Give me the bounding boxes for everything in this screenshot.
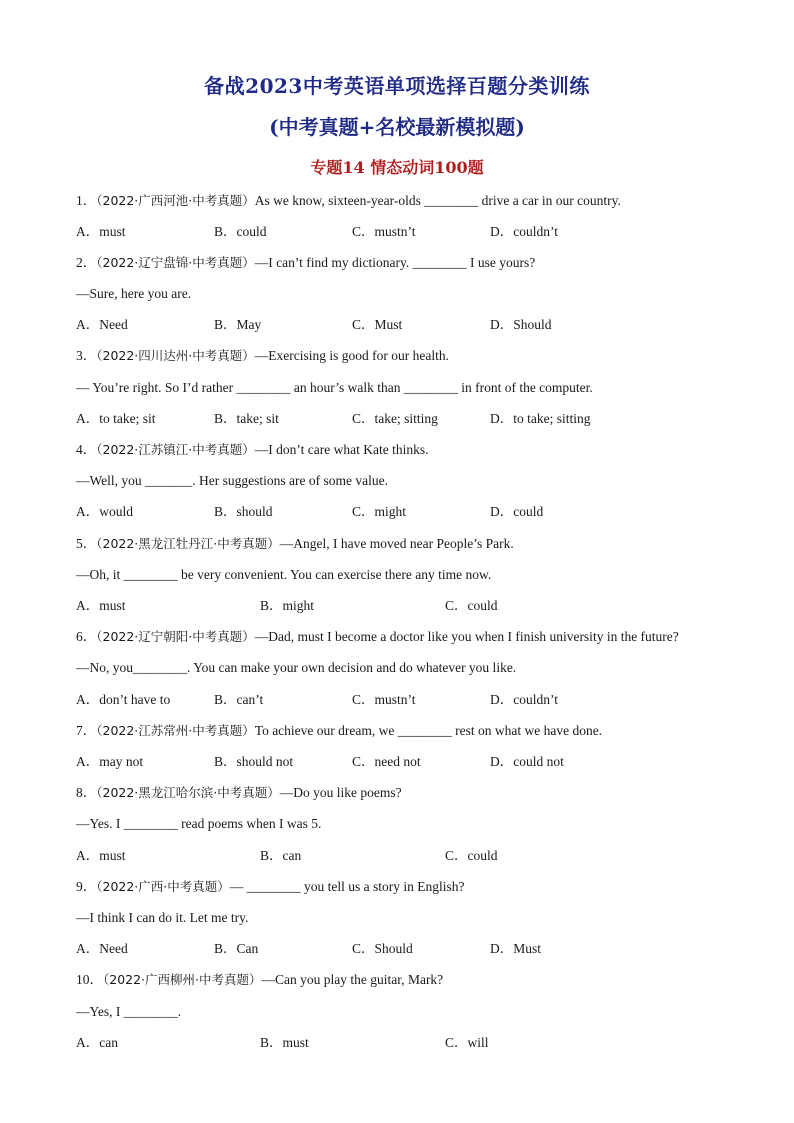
document-title: 备战2023中考英语单项选择百题分类训练	[204, 74, 590, 98]
option-b: B．must	[260, 1035, 309, 1050]
question-stem: —I can’t find my dictionary. ________ I use yours?	[254, 255, 536, 270]
topic-heading: 专题14 情态动词100题	[310, 158, 484, 177]
option-a: A．must	[76, 848, 126, 863]
option-c: C．mustn’t	[352, 692, 416, 707]
question-number: 9．	[76, 879, 97, 894]
question-10	[76, 971, 443, 989]
question-source: （2022·江苏常州·中考真题）	[96, 723, 255, 738]
option-a: A．Need	[76, 941, 128, 956]
option-b: B．take; sit	[214, 411, 279, 426]
option-d: D．Must	[490, 941, 542, 956]
question-2	[76, 254, 535, 272]
option-c: C．might	[352, 504, 407, 519]
question-stem: —Exercising is good for our health.	[254, 348, 449, 363]
option-d: D．could not	[490, 754, 564, 769]
option-a: A．must	[76, 224, 126, 239]
question-source: （2022·辽宁盘锦·中考真题）	[96, 255, 255, 270]
option-d: D．couldn’t	[490, 692, 558, 707]
option-b: B．Can	[214, 941, 259, 956]
question-number: 3．	[76, 348, 97, 363]
question-number: 10．	[76, 972, 103, 987]
question-dialogue-line: —Yes, I ________.	[76, 1004, 182, 1019]
question-1	[76, 192, 621, 210]
question-stem: —Dad, must I become a doctor like you when I finish university in the future?	[254, 629, 679, 644]
question-number: 4．	[76, 442, 97, 457]
option-d: D．Should	[490, 317, 552, 332]
question-stem: —Do you like poems?	[279, 785, 402, 800]
option-b: B．might	[260, 598, 315, 613]
option-d: D．couldn’t	[490, 224, 558, 239]
question-3	[76, 347, 449, 365]
question-dialogue-line: — You’re right. So I’d rather ________ an hour’s walk than ________ in front of the computer.	[76, 380, 593, 395]
question-source: （2022·黑龙江牡丹江·中考真题）	[96, 536, 280, 551]
option-b: B．can	[260, 848, 302, 863]
option-b: B．could	[214, 224, 267, 239]
option-c: C．mustn’t	[352, 224, 416, 239]
question-stem: —Can you play the guitar, Mark?	[261, 972, 444, 987]
option-d: D．to take; sitting	[490, 411, 591, 426]
question-dialogue-line: —Oh, it ________ be very convenient. You can exercise there any time now.	[76, 567, 492, 582]
question-7	[76, 722, 602, 740]
question-source: （2022·广西柳州·中考真题）	[103, 972, 262, 987]
question-stem: To achieve our dream, we ________ rest on what we have done.	[254, 723, 603, 738]
option-c: C．Should	[352, 941, 413, 956]
question-source: （2022·江苏镇江·中考真题）	[96, 442, 255, 457]
question-stem: As we know, sixteen-year-olds ________ drive a car in our country.	[254, 193, 621, 208]
question-number: 6．	[76, 629, 97, 644]
option-a: A．to take; sit	[76, 411, 156, 426]
option-c: C．could	[445, 598, 498, 613]
option-b: B．May	[214, 317, 262, 332]
question-number: 1．	[76, 193, 97, 208]
option-a: A．must	[76, 598, 126, 613]
option-a: A．Need	[76, 317, 128, 332]
question-source: （2022·广西河池·中考真题）	[96, 193, 255, 208]
question-source: （2022·广西·中考真题）	[96, 879, 230, 894]
option-a: A．would	[76, 504, 133, 519]
option-c: C．need not	[352, 754, 421, 769]
question-4	[76, 441, 428, 459]
question-dialogue-line: —Sure, here you are.	[76, 286, 192, 301]
option-b: B．can’t	[214, 692, 264, 707]
question-number: 2．	[76, 255, 97, 270]
question-dialogue-line: —I think I can do it. Let me try.	[76, 910, 249, 925]
option-d: D．could	[490, 504, 544, 519]
option-c: C．Must	[352, 317, 403, 332]
question-number: 7．	[76, 723, 97, 738]
question-8	[76, 784, 402, 802]
question-5	[76, 535, 514, 553]
question-stem: —I don’t care what Kate thinks.	[254, 442, 429, 457]
question-9	[76, 878, 465, 896]
option-b: B．should not	[214, 754, 294, 769]
question-source: （2022·辽宁朝阳·中考真题）	[96, 629, 255, 644]
document-subtitle: (中考真题+名校最新模拟题)	[269, 115, 525, 139]
question-dialogue-line: —Yes. I ________ read poems when I was 5.	[76, 816, 322, 831]
question-stem: —Angel, I have moved near People’s Park.	[279, 536, 514, 551]
question-dialogue-line: —Well, you _______. Her suggestions are of some value.	[76, 473, 388, 488]
question-source: （2022·四川达州·中考真题）	[96, 348, 255, 363]
option-a: A．may not	[76, 754, 144, 769]
question-source: （2022·黑龙江哈尔滨·中考真题）	[96, 785, 280, 800]
question-dialogue-line: —No, you________. You can make your own decision and do whatever you like.	[76, 660, 517, 675]
option-c: C．will	[445, 1035, 489, 1050]
question-number: 5．	[76, 536, 97, 551]
option-a: A．don’t have to	[76, 692, 171, 707]
question-6	[76, 628, 679, 646]
option-c: C．take; sitting	[352, 411, 438, 426]
option-a: A．can	[76, 1035, 118, 1050]
option-b: B．should	[214, 504, 273, 519]
question-stem: — ________ you tell us a story in English?	[229, 879, 465, 894]
question-number: 8．	[76, 785, 97, 800]
option-c: C．could	[445, 848, 498, 863]
